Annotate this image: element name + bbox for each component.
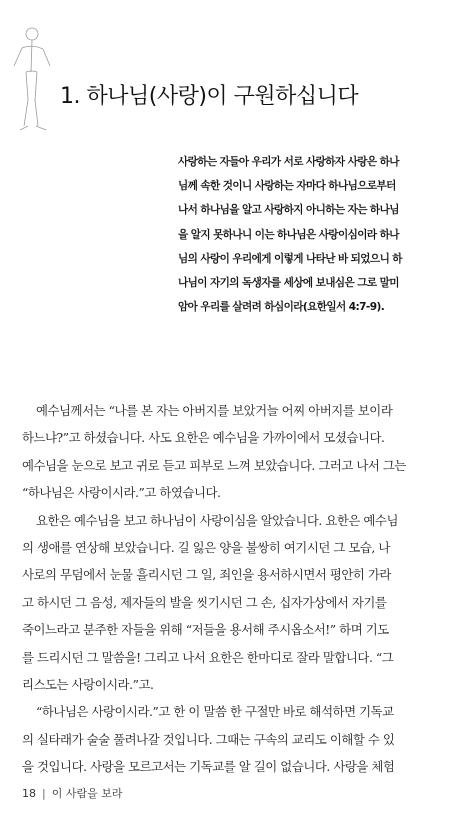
body-line: 의 실타래가 술술 풀려나갈 것입니다. 그때는 구속의 교리도 이해할 수 있 [22,731,395,747]
scripture-line: 나서 하나님을 알고 사랑하지 아니하는 자는 하나님 [178,204,399,217]
page-footer [22,785,122,801]
body-line: 예수님께서는 “나를 본 자는 아버지를 보았거늘 어찌 아버지를 보이라 [36,403,393,418]
chapter-title: 1. 하나님(사랑)이 구원하십니다 [60,83,359,109]
figure-sketch [2,22,62,132]
scripture-line: 사랑하는 자들아 우리가 서로 사랑하자 사랑은 하나 [178,156,399,168]
scripture-line: 나님이 자기의 독생자를 세상에 보내심은 그로 말미 [178,277,399,290]
body-line: 요한은 예수님을 보고 하나님이 사랑이심을 알았습니다. 요한은 예수님 [36,512,398,528]
body-line: 하느냐?”고 하셨습니다. 사도 요한은 예수님을 가까이에서 모셨습니다. [22,430,385,446]
body-line: 를 드리시던 그 말씀을! 그리고 나서 요한은 한마디로 잘라 말합니다. “그 [22,649,394,665]
body-line: 의 생애를 연상해 보았습니다. 길 잃은 양을 불쌍히 여기시던 그 모습, 나 [22,540,390,556]
footer-separator: | [42,787,46,800]
scripture-line: 암아 우리를 살려려 하심이라(요한일서 4:7-9). [178,301,385,314]
body-line: “하나님은 사랑이시라.”고 한 이 말씀 한 구절만 바로 해석하면 기독교 [36,704,394,720]
book-title: 이 사람을 보라 [51,787,123,800]
body-text [22,397,452,781]
body-line: 예수님을 눈으로 보고 귀로 듣고 피부로 느껴 보았습니다. 그러고 나서 그는 [22,457,406,473]
scripture-line: 님의 사랑이 우리에게 이렇게 나타난 바 되었으니 하 [178,252,402,265]
scripture-quote [178,150,450,319]
body-line: 고 하시던 그 음성, 제자들의 발을 씻기시던 그 손, 십자가상에서 자기를 [22,594,387,610]
scripture-line: 님께 속한 것이니 사랑하는 자마다 하나님으로부터 [178,180,396,193]
body-line: 죽이느라고 분주한 자들을 위해 “저들을 용서해 주시옵소서!” 하며 기도 [22,622,389,638]
page-number: 18 [22,787,36,800]
body-line: 리스도는 사랑이시라.”고. [22,677,154,693]
body-line: “하나님은 사랑이시라.”고 하였습니다. [22,485,221,501]
body-line: 사로의 무덤에서 눈물 흘리시던 그 일, 죄인을 용서하시면서 평안히 가라 [22,567,391,583]
body-line: 을 것입니다. 사랑을 모르고서는 기독교를 알 길이 없습니다. 사랑을 체험 [22,759,395,775]
scripture-line: 을 알지 못하나니 이는 하나님은 사랑이심이라 하나 [178,228,399,241]
